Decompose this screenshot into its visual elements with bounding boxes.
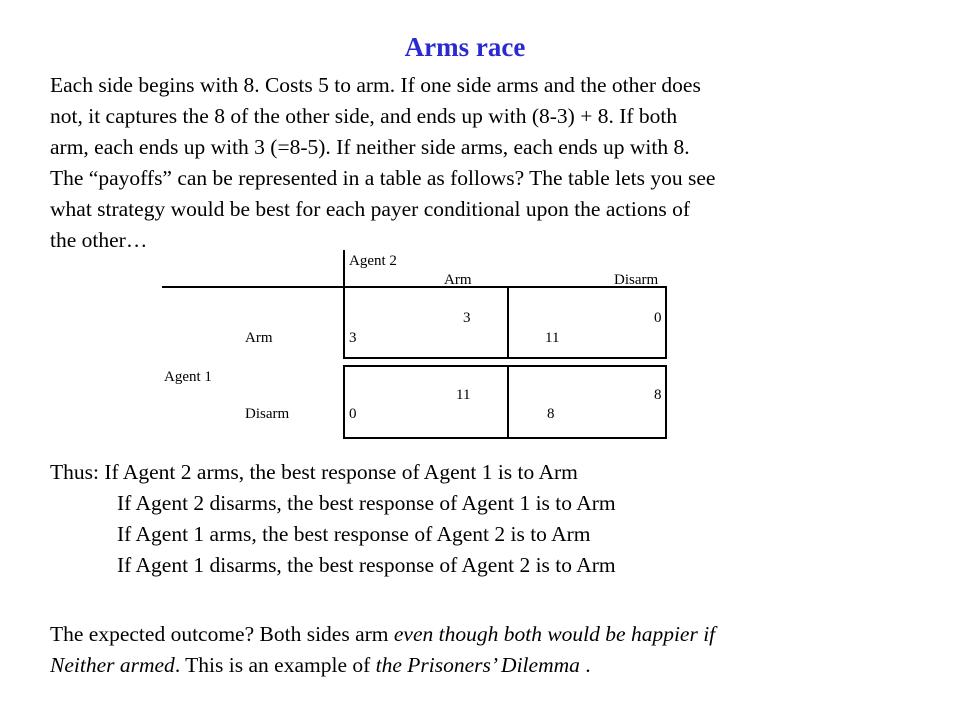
payoff-cell — [343, 365, 509, 439]
payoff-value: 11 — [545, 330, 560, 346]
row-label-arm: Arm — [245, 330, 273, 346]
payoff-value: 8 — [547, 406, 555, 422]
row-player-label: Agent 1 — [164, 369, 212, 385]
intro-line: The “payoffs” can be represented in a table as follows? The table lets you see — [50, 166, 716, 190]
best-response-line: If Agent 2 disarms, the best response of Agent 1 is to Arm — [117, 491, 616, 515]
best-response-line: If Agent 1 disarms, the best response of Agent 2 is to Arm — [117, 553, 616, 577]
intro-line: the other… — [50, 228, 148, 252]
col-label-arm: Arm — [444, 272, 472, 288]
payoff-cell — [507, 286, 667, 359]
payoff-cell — [343, 286, 509, 359]
conclusion-emphasis: Neither armed — [50, 653, 175, 677]
slide-title: Arms race — [404, 32, 526, 62]
conclusion-line — [50, 620, 715, 648]
best-response-line: Thus: If Agent 2 arms, the best response of Agent 1 is to Arm — [50, 460, 578, 484]
intro-line: arm, each ends up with 3 (=8-5). If neither side arms, each ends up with 8. — [50, 135, 690, 159]
conclusion-text: . This is an example of — [174, 653, 376, 677]
col-player-label: Agent 2 — [349, 253, 397, 269]
payoff-value: 0 — [349, 406, 357, 422]
conclusion-line — [50, 651, 591, 679]
intro-line: what strategy would be best for each payer conditional upon the actions of — [50, 197, 691, 221]
row-label-disarm: Disarm — [245, 406, 290, 422]
intro-line: not, it captures the 8 of the other side, and ends up with (8-3) + 8. If both — [50, 104, 678, 128]
conclusion-text: The expected outcome? Both sides arm — [50, 622, 394, 646]
payoff-value: 3 — [349, 330, 357, 346]
intro-line: Each side begins with 8. Costs 5 to arm. If one side arms and the other does — [50, 73, 701, 97]
conclusion-emphasis: the Prisoners’ Dilemma — [375, 653, 580, 677]
best-response-line: If Agent 1 arms, the best response of Agent 2 is to Arm — [117, 522, 591, 546]
col-label-disarm: Disarm — [614, 272, 659, 288]
conclusion-emphasis: even though both would be happier if — [393, 622, 716, 646]
payoff-value: 11 — [456, 387, 471, 403]
payoff-cell — [507, 365, 667, 439]
payoff-value: 8 — [654, 387, 662, 403]
payoff-value: 3 — [463, 310, 471, 326]
payoff-value: 0 — [654, 310, 662, 326]
conclusion-text: . — [579, 653, 591, 677]
table-divider — [343, 250, 345, 287]
